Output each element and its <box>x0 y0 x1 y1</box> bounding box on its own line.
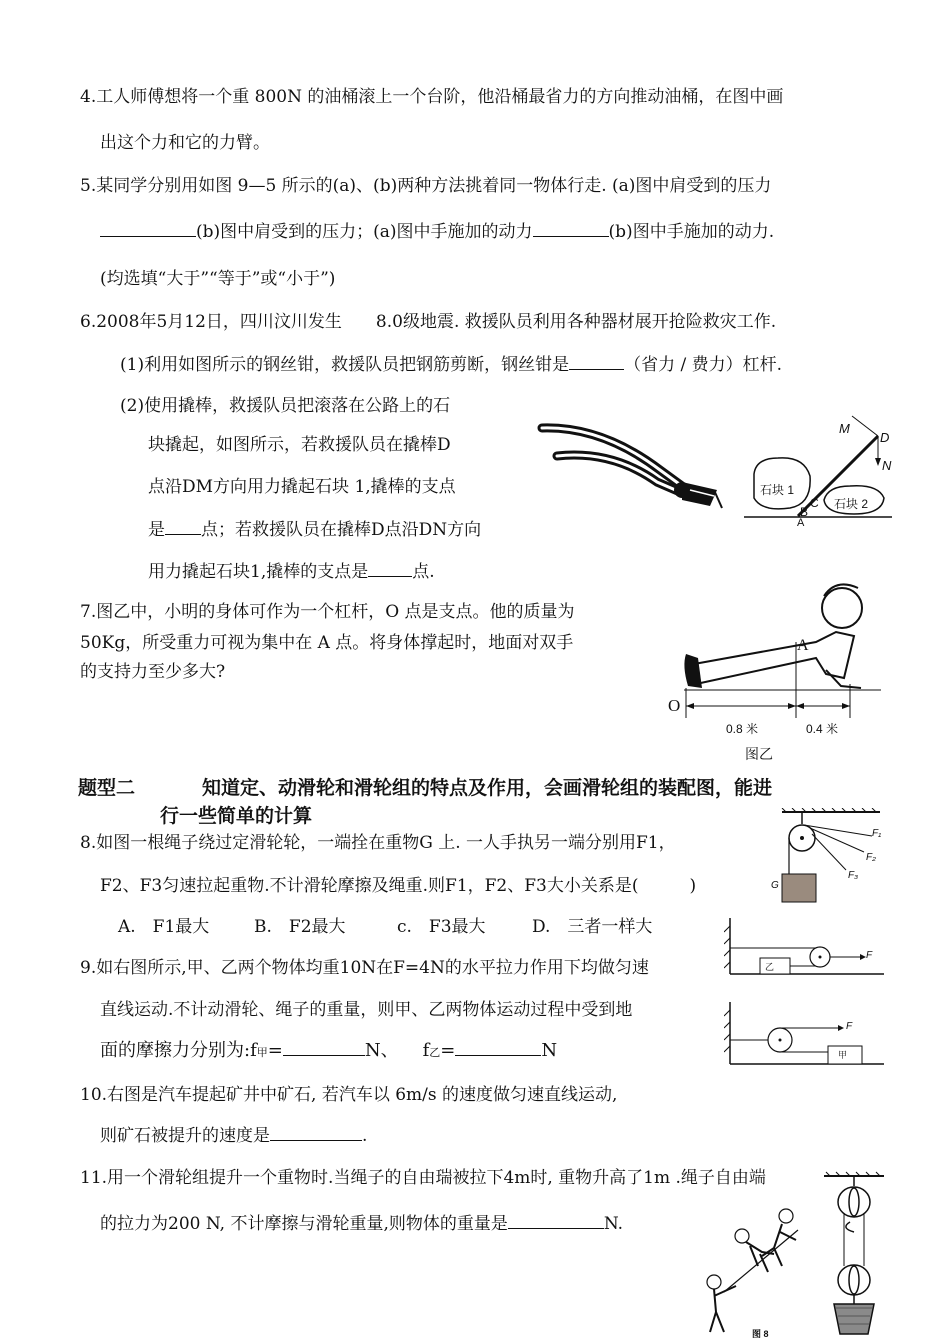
tug-figure <box>702 1196 814 1338</box>
q11-line1: 11.用一个滑轮组提升一个重物时.当绳子的自由瑞被拉下4m时, 重物升高了1m .绳子自由端 <box>80 1168 766 1188</box>
pliers-figure <box>532 410 728 522</box>
pushup-dim-2: 0.4 米 <box>806 722 839 736</box>
q5-blank-1[interactable] <box>100 235 196 237</box>
q6-sub2-line2: 块撬起，如图所示，若救援队员在撬棒D <box>148 435 451 455</box>
crowbar-label-stone1: 石块 1 <box>760 483 795 497</box>
q9-line3-text: 面的摩擦力分别为:f <box>100 1040 257 1061</box>
pulley-label-yi: 乙 <box>765 962 775 972</box>
q11-line2-end: N. <box>603 1214 624 1234</box>
crowbar-label-N: N <box>882 458 892 473</box>
q11-line2 <box>100 1216 623 1233</box>
pushup-dim-1: 0.8 米 <box>726 722 759 736</box>
q6-sub1-text-a: (1)利用如图所示的钢丝钳，救援队员把钢筋剪断，钢丝钳是 <box>120 355 570 375</box>
q6-sub2-line4-text-b: 点；若救援队员在撬棒D点沿DN方向 <box>201 520 482 540</box>
q7-line2: 50Kg，所受重力可视为集中在 A 点。将身体撑起时，地面对双手 <box>80 633 574 653</box>
pulley-label-jia: 甲 <box>838 1050 848 1060</box>
q5-blank-2[interactable] <box>533 235 609 237</box>
section2-title-line2: 行一些简单的计算 <box>160 805 313 827</box>
q10-line2 <box>100 1128 367 1145</box>
q6-sub2-line1: (2)使用撬棒，救援队员把滚落在公路上的石 <box>120 396 451 416</box>
pulley-label-F-top: F <box>866 950 873 961</box>
q5-line2-text-b: (b)图中肩受到的压力；(a)图中手施加的动力 <box>196 222 533 242</box>
q9-unit1: N、 <box>364 1040 399 1061</box>
q9-blank-1[interactable] <box>283 1054 365 1056</box>
q10-line1: 10.右图是汽车提起矿井中矿石, 若汽车以 6m/s 的速度做匀速直线运动, <box>80 1085 618 1105</box>
q4-line1: 4.工人师傅想将一个重 800N 的油桶滚上一个台阶，他沿桶最省力的方向推动油桶，在图中画 <box>80 87 784 107</box>
q11-line2-text: 的拉力为200 N, 不计摩擦与滑轮重量,则物体的重量是 <box>100 1214 508 1234</box>
crowbar-label-M: M <box>839 421 850 436</box>
q9-unit2: N <box>541 1040 558 1061</box>
pulley-block-figure <box>820 1170 890 1338</box>
q9-blank-2[interactable] <box>455 1054 541 1056</box>
q9-line3 <box>100 1042 557 1060</box>
q6-blank-1[interactable] <box>569 368 624 370</box>
q6-sub2-line4 <box>148 522 481 539</box>
crowbar-label-A: A <box>797 517 805 529</box>
pushup-label-A: A <box>797 637 809 654</box>
q8-line2: F2、F3匀速拉起重物.不计滑轮摩擦及绳重.则F1，F2、F3大小关系是( ) <box>100 876 697 896</box>
q5-line2-text-c: (b)图中手施加的动力. <box>608 222 775 242</box>
horizontal-pulley-figure <box>724 918 886 1068</box>
q10-line2-text: 则矿石被提升的速度是 <box>100 1126 270 1146</box>
q9-line2: 直线运动.不计动滑轮、绳子的重量，则甲、乙两物体运动过程中受到地 <box>100 1000 633 1020</box>
q9-line1: 9.如右图所示,甲、乙两个物体均重10N在F=4N的水平拉力作用下均做匀速 <box>80 958 649 978</box>
q9-sub-jia: 甲 <box>256 1046 268 1059</box>
section2-label: 题型二 <box>78 777 136 799</box>
q5-line3: (均选填“大于”“等于”或“小于”) <box>100 269 336 289</box>
q9-f2: f <box>422 1040 430 1061</box>
crowbar-label-stone2: 石块 2 <box>834 497 869 511</box>
q6-sub2-line5 <box>148 564 435 581</box>
q4-line2: 出这个力和它的力臂。 <box>100 133 270 153</box>
q7-line3: 的支持力至少多大? <box>80 662 226 682</box>
q11-blank[interactable] <box>508 1227 604 1229</box>
q6-sub1-text-b: （省力 / 费力）杠杆. <box>624 355 783 375</box>
q6-sub2-line4-text-a: 是 <box>148 520 165 540</box>
crowbar-label-C: C <box>810 496 819 510</box>
q8-option-a[interactable]: A. F1最大 <box>118 917 210 937</box>
q8-option-c[interactable]: c. F3最大 <box>397 917 486 937</box>
crowbar-label-B: B <box>800 505 809 519</box>
pulley-label-G: G <box>771 880 779 891</box>
pulley-label-F2: F₂ <box>866 852 876 863</box>
fig8-caption: 图 8 <box>752 1329 769 1339</box>
q8-option-b[interactable]: B. F2最大 <box>254 917 346 937</box>
q9-sub-yi: 乙 <box>429 1046 441 1059</box>
q7-line1: 7.图乙中，小明的身体可作为一个杠杆，O 点是支点。他的质量为 <box>80 602 575 622</box>
q6-blank-3[interactable] <box>368 575 412 577</box>
pushup-caption: 图乙 <box>745 746 773 762</box>
crowbar-label-D: D <box>880 430 890 445</box>
q6-sub1 <box>120 357 782 374</box>
q6-line1: 6.2008年5月12日，四川汶川发生 8.0级地震. 救援队员利用各种器材展开抢险救灾工作. <box>80 312 777 332</box>
pushup-figure <box>676 566 886 736</box>
q6-sub2-line3: 点沿DM方向用力撬起石块 1,撬棒的支点 <box>148 477 456 497</box>
q10-line2-end: . <box>362 1126 368 1146</box>
q10-blank[interactable] <box>270 1139 362 1141</box>
q8-line1: 8.如图一根绳子绕过定滑轮轮，一端拴在重物G 上. 一人手执另一端分别用F1， <box>80 833 676 853</box>
pulley-label-F-bottom: F <box>846 1021 853 1032</box>
q5-line1: 5.某同学分别用如图 9—5 所示的(a)、(b)两种方法挑着同一物体行走. (a)图中肩受到的压力 <box>80 176 772 196</box>
section2-title-line1: 知道定、动滑轮和滑轮组的特点及作用，会画滑轮组的装配图，能进 <box>202 777 773 799</box>
q6-sub2-line5-text-b: 点. <box>412 562 435 582</box>
q9-eq1: = <box>267 1040 283 1061</box>
q5-line2 <box>100 224 774 241</box>
pulley-label-F3: F₃ <box>848 870 859 881</box>
pulley-label-F1: F₁ <box>872 828 882 839</box>
q8-option-d[interactable]: D. 三者一样大 <box>532 917 653 937</box>
pushup-label-O: O <box>668 696 681 715</box>
q9-eq2: = <box>440 1040 456 1061</box>
q6-sub2-line5-text-a: 用力撬起石块1,撬棒的支点是 <box>148 562 369 582</box>
q6-blank-2[interactable] <box>165 533 201 535</box>
